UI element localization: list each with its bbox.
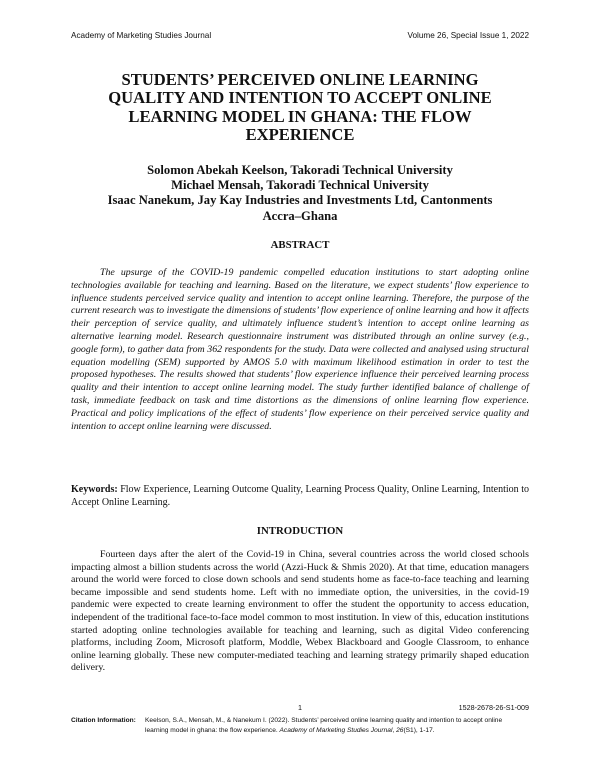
title-line: QUALITY AND INTENTION TO ACCEPT ONLINE (108, 88, 492, 108)
paper-title (70, 71, 530, 145)
abstract-heading: ABSTRACT (270, 239, 330, 251)
journal-name: Academy of Marketing Studies Journal (71, 31, 212, 40)
citation-volume: 26 (396, 727, 404, 735)
citation-journal: Academy of Marketing Studies Journal (279, 727, 393, 735)
citation-text (145, 716, 525, 737)
citation-pages: (S1), 1-17. (403, 727, 435, 735)
document-id: 1528-2678-26-S1-009 (458, 703, 529, 712)
page-number: 1 (298, 703, 302, 712)
keywords-label: Keywords: (71, 484, 118, 495)
citation-label: Citation Information: (71, 717, 136, 724)
abstract-body: The upsurge of the COVID-19 pandemic compelled education institutions to start adopting online technologies available for teaching and learning. Based on the literature, we expect students’ flow experience to influence students perceived service quality and intention to accept online learning. Therefore, the purpose of the current research was to investigate the dimensions of students’ flow experience of online learning and how it affects their perception of service quality, and ultimately influence student’s intention to accept online learning as alternative learning model. Research questionnaire instrument was distributed through an online survey (e.g., google form), to gather data from 362 respondents for the study. Data were collected and analysed using structural equation modelling (SEM) supported by AMOS 5.0 with maximum likelihood estimation in order to test the proposed hypotheses. The results showed that students’ flow experience influence their perceived learning process quality and their intention to accept online learning model. The study further identified balance of challenge of task, immediate feedback on task and time distortions as the dimensions of online learning flow experience. Practical and policy implications of the effect of students’ flow experience on their perceived service quality and intention to accept online learning were discussed. (71, 267, 529, 432)
author-line: Solomon Abekah Keelson, Takoradi Technical University (147, 163, 453, 177)
title-line: EXPERIENCE (245, 125, 355, 145)
citation-information (71, 716, 529, 737)
running-header (71, 31, 529, 43)
citation-authors-title: Keelson, S.A., Mensah, M., & Nanekum I. (2022). Students’ perceived online learning quality and intention to accept online learning model in ghana: the flow experience. (145, 717, 503, 735)
author-list (70, 163, 530, 224)
author-line: Isaac Nanekum, Jay Kay Industries and Investments Ltd, Cantonments (107, 193, 493, 208)
author-line: Michael Mensah, Takoradi Technical University (171, 178, 429, 193)
author-line: Accra–Ghana (262, 208, 338, 223)
introduction-body: Fourteen days after the alert of the Covid-19 in China, several countries across the world closed schools impacting almost a billion students across the world (Azzi-Huck & Shmis 2020). At that time, education managers around the world were forced to close down schools and send students home as face-to-face teaching and learning became impossible and send students home. Left with no immediate option, the universities, in the covid-19 pandemic were expected to create learning environment to offer the student the opportunity to access education, independent of the traditional face-to-face model common to most institution. In view of this, education institutions started adopting online technologies available for teaching and learning, such as digital Video conferencing platforms, including Zoom, Microsoft platform, Moddle, Webex Blackboard and Google Classroom, to enhance online learning globally. These new computer-mediated teaching and learning strategy primarily shaped education delivery. (71, 549, 529, 674)
page-footer (71, 703, 529, 713)
citation-separator: , (392, 727, 397, 735)
introduction-heading: INTRODUCTION (256, 525, 344, 537)
volume-info: Volume 26, Special Issue 1, 2022 (407, 31, 529, 40)
keywords (71, 483, 529, 509)
title-line: LEARNING MODEL IN GHANA: THE FLOW (128, 106, 472, 126)
title-line: STUDENTS’ PERCEIVED ONLINE LEARNING (121, 70, 479, 89)
keywords-text: Flow Experience, Learning Outcome Quality, Learning Process Quality, Online Learning, Intention to Accept Online Learning. (71, 484, 529, 508)
